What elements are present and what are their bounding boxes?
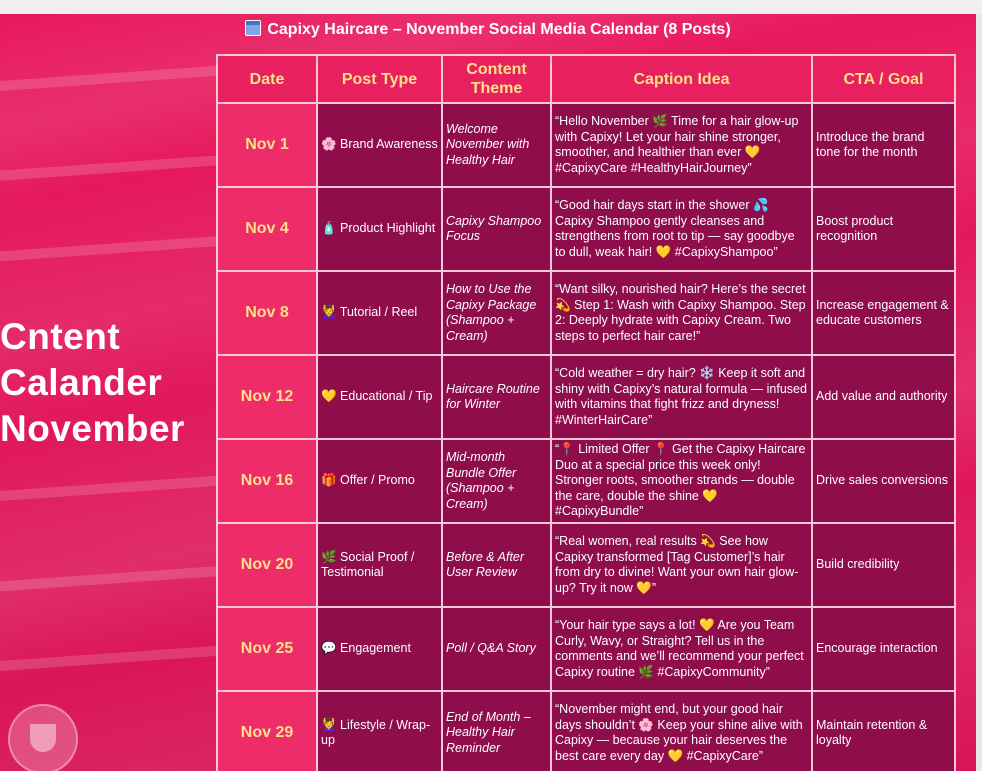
cta-cell: Maintain retention & loyalty xyxy=(812,691,955,771)
table-row xyxy=(217,271,955,355)
cta-cell: Build credibility xyxy=(812,523,955,607)
calendar-canvas xyxy=(0,14,976,771)
page-title xyxy=(0,20,976,39)
caption-cell: “📍 Limited Offer 📍 Get the Capixy Haircare Duo at a special price this week only! Stronger roots, smoother strands — double the care, double the shine 💛 #CapixyBundle” xyxy=(551,439,812,523)
table-row xyxy=(217,439,955,523)
date-cell: Nov 20 xyxy=(217,523,317,607)
caption-cell: “Your hair type says a lot! 💛 Are you Team Curly, Wavy, or Straight? Tell us in the comments and we’ll recommend your perfect Capixy routine 🌿 #CapixyCommunity” xyxy=(551,607,812,691)
background-streak xyxy=(0,566,220,592)
brand-logo xyxy=(8,704,78,771)
side-heading-line: Cntent xyxy=(0,316,121,357)
theme-cell: Haircare Routine for Winter xyxy=(442,355,551,439)
cta-cell: Encourage interaction xyxy=(812,607,955,691)
theme-cell: Before & After User Review xyxy=(442,523,551,607)
column-header-caption-idea: Caption Idea xyxy=(551,55,812,103)
calendar-table xyxy=(216,54,956,771)
date-cell: Nov 4 xyxy=(217,187,317,271)
theme-cell: Poll / Q&A Story xyxy=(442,607,551,691)
theme-cell: Welcome November with Healthy Hair xyxy=(442,103,551,187)
theme-cell: How to Use the Capixy Package (Shampoo + Cream) xyxy=(442,271,551,355)
cta-cell: Add value and authority xyxy=(812,355,955,439)
cta-cell: Introduce the brand tone for the month xyxy=(812,103,955,187)
table-row xyxy=(217,607,955,691)
post-type-cell: 🎁 Offer / Promo xyxy=(317,439,442,523)
background-streak xyxy=(0,155,220,182)
cta-cell: Drive sales conversions xyxy=(812,439,955,523)
post-type-cell: 🧴 Product Highlight xyxy=(317,187,442,271)
post-type-cell: 💛 Educational / Tip xyxy=(317,355,442,439)
theme-cell: End of Month – Healthy Hair Reminder xyxy=(442,691,551,771)
background-streak xyxy=(0,236,220,262)
side-heading-line: Calander xyxy=(0,362,163,403)
date-cell: Nov 1 xyxy=(217,103,317,187)
theme-cell: Mid-month Bundle Offer (Shampoo + Cream) xyxy=(442,439,551,523)
caption-cell: “Cold weather = dry hair? ❄️ Keep it soft and shiny with Capixy’s natural formula — infused with vitamins that fight frizz and dryness! #WinterHairCare” xyxy=(551,355,812,439)
table-row xyxy=(217,103,955,187)
table-row xyxy=(217,523,955,607)
table-row xyxy=(217,355,955,439)
page-title-text: Capixy Haircare – November Social Media Calendar (8 Posts) xyxy=(267,21,731,38)
background-streak xyxy=(0,66,220,93)
side-heading-line: November xyxy=(0,408,185,449)
side-heading xyxy=(0,314,215,452)
post-type-cell: 💬 Engagement xyxy=(317,607,442,691)
date-cell: Nov 16 xyxy=(217,439,317,523)
date-cell: Nov 8 xyxy=(217,271,317,355)
window-top-bar xyxy=(0,0,982,14)
theme-cell: Capixy Shampoo Focus xyxy=(442,187,551,271)
cta-cell: Boost product recognition xyxy=(812,187,955,271)
table-row xyxy=(217,691,955,771)
column-header-cta-goal: CTA / Goal xyxy=(812,55,955,103)
column-header-post-type: Post Type xyxy=(317,55,442,103)
table-header-row xyxy=(217,55,955,103)
date-cell: Nov 25 xyxy=(217,607,317,691)
post-type-cell: 💆‍♀️ Tutorial / Reel xyxy=(317,271,442,355)
caption-cell: “Good hair days start in the shower 💦 Capixy Shampoo gently cleanses and strengthens from root to tip — say goodbye to dull, weak hair! 💛 #CapixyShampoo” xyxy=(551,187,812,271)
column-header-content-theme: Content Theme xyxy=(442,55,551,103)
date-cell: Nov 12 xyxy=(217,355,317,439)
caption-cell: “Real women, real results 💫 See how Capixy transformed [Tag Customer]’s hair from dry to divine! Want your own hair glow-up? Try it now 💛” xyxy=(551,523,812,607)
column-header-date: Date xyxy=(217,55,317,103)
caption-cell: “Hello November 🌿 Time for a hair glow-up with Capixy! Let your hair shine stronger, smoother, and healthier than ever 💛 #CapixyCare #HealthyHairJourney” xyxy=(551,103,812,187)
cta-cell: Increase engagement & educate customers xyxy=(812,271,955,355)
date-cell: Nov 29 xyxy=(217,691,317,771)
background-streak xyxy=(0,476,220,503)
calendar-icon xyxy=(245,20,261,36)
background-streak xyxy=(0,646,220,673)
post-type-cell: 💆‍♀️ Lifestyle / Wrap-up xyxy=(317,691,442,771)
caption-cell: “November might end, but your good hair days shouldn’t 🌸 Keep your shine alive with Capixy — because your hair deserves the best care every day 💛 #CapixyCare” xyxy=(551,691,812,771)
table-row xyxy=(217,187,955,271)
caption-cell: “Want silky, nourished hair? Here’s the secret 💫 Step 1: Wash with Capixy Shampoo. Step 2: Deeply hydrate with Capixy Cream. Two steps to perfect hair care!” xyxy=(551,271,812,355)
post-type-cell: 🌿 Social Proof / Testimonial xyxy=(317,523,442,607)
post-type-cell: 🌸 Brand Awareness xyxy=(317,103,442,187)
